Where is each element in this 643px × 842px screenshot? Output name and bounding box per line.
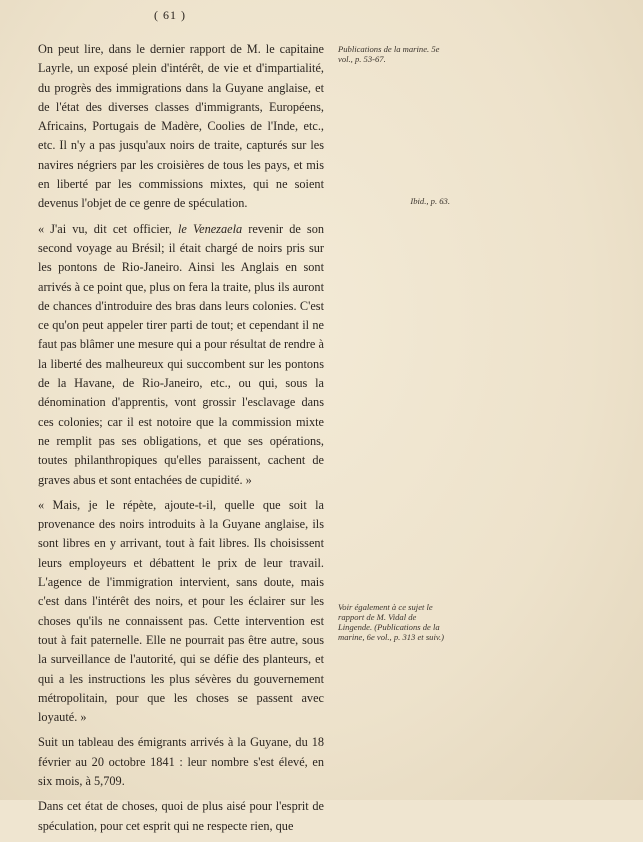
paragraph-text: On peut lire, dans le dernier rapport de M. le capitaine Layrle, un exposé plein d'intérêt, de vie et d'impartialité, du progrès des immigrations dans la Guyane anglaise, et de l'état des diverses classes d'immigrants, Européens, Africains, Portugais de Madère, Coolies de l'Inde, etc., etc. Il n'y a pas jusqu'aux noirs de traite, capturés sur les navires négriers par les croisières de tous les pays, et mis en liberté par les commissions mixtes, qui ne soient devenus l'objet de ce genre de spéculation. — [38, 42, 324, 211]
paragraph-text: Suit un tableau des émigrants arrivés à la Guyane, du 18 février au 20 octobre 1841 : leur nombre s'est élevé, en six mois, à 5,709. — [38, 735, 324, 788]
paragraph — [38, 40, 324, 214]
page-number: ( 61 ) — [154, 8, 186, 22]
paragraph-text: revenir de son second voyage au Brésil; il était chargé de noirs pris sur les pontons de Rio-Janeiro. Ainsi les Anglais en sont arrivés à ce point que, plus on fera la traite, plus ils auront de chances d'introduire des bras dans leurs colonies. C'est ce qu'on peut appeler tirer parti de tout; et cependant il ne faut pas blâmer une mesure qui a pour résultat de rendre à la liberté des malheureux qui succombent sur les pontons de la Havane, de Rio-Janeiro, etc., ou qui, sous la dénomination d'apprentis, vont grossir l'esclavage dans ces colonies; car il est notoire que la commission mixte ne remplit pas ses obligations, et que ses opérations, toutes philanthropiques qu'elles paraissent, cachent de graves abus et sont entachées de cupidité. » — [38, 221, 325, 487]
paragraph — [38, 733, 324, 791]
paragraph — [38, 797, 324, 836]
margin-note: Ibid., p. 63. — [410, 196, 450, 206]
ship-name: le Venezaela — [177, 221, 243, 236]
paragraph — [38, 220, 324, 490]
body-text — [38, 40, 324, 842]
margin-note: Voir également à ce sujet le rapport de M. Vidal de Lingende. (Publications de la marine, 6e vol., p. 313 et suiv.) — [338, 602, 445, 642]
paragraph-text: « J'ai vu, dit cet officier, — [38, 221, 178, 236]
paragraph-text: Dans cet état de choses, quoi de plus aisé pour l'esprit de spéculation, pour cet esprit qui ne respecte rien, que — [38, 799, 324, 833]
margin-note: Publications de la marine. 5e vol., p. 53-67. — [338, 44, 440, 64]
paragraph — [38, 496, 324, 728]
paragraph-text: « Mais, je le répète, ajoute-t-il, quelle que soit la provenance des noirs introduits à la Guyane anglaise, ils sont libres en y arrivant, tout à fait libres. Ils choisissent leurs employeurs et débattent le prix de leur travail. L'agence de l'immigration intervient, sans doute, mais c'est dans l'intérêt des noirs, et pour les éclairer sur les choses qu'ils ne connaissent pas. Cette intervention est tout à fait paternelle. Elle ne pourrait pas être autre, sous la surveillance de l'autorité, qui se défie des planteurs, et qui a les instructions les plus sévères du gouvernement métropolitain, pour que les choses se passent avec loyauté. » — [38, 497, 324, 725]
